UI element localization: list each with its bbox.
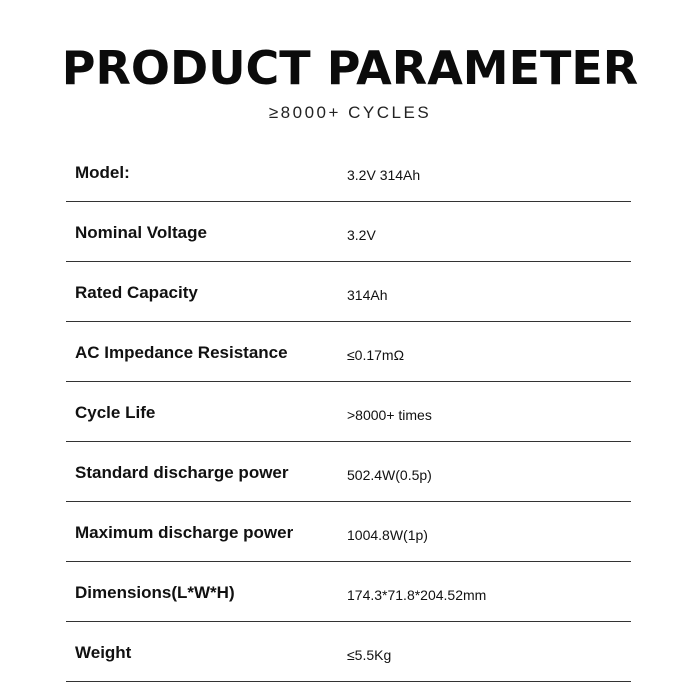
parameter-label: Standard discharge power	[75, 463, 289, 482]
parameter-label: Model:	[75, 163, 130, 182]
parameter-row-weight	[66, 622, 631, 682]
parameter-row-ac-impedance	[66, 322, 631, 382]
parameter-row-standard-discharge	[66, 442, 631, 502]
parameter-table	[66, 142, 631, 682]
parameter-row-nominal-voltage	[66, 202, 631, 262]
parameter-value: >8000+ times	[347, 407, 432, 423]
parameter-value: 3.2V	[347, 227, 376, 243]
parameter-value: ≤0.17mΩ	[347, 347, 405, 363]
page-title: PRODUCT PARAMETER	[61, 41, 639, 95]
parameter-row-cycle-life	[66, 382, 631, 442]
page-subtitle: ≥8000+ CYCLES	[268, 103, 432, 122]
parameter-row-rated-capacity	[66, 262, 631, 322]
parameter-value: 3.2V 314Ah	[347, 167, 421, 183]
parameter-label: Rated Capacity	[75, 283, 198, 302]
parameter-label: Maximum discharge power	[75, 523, 294, 542]
parameter-value: 1004.8W(1p)	[347, 527, 428, 543]
parameter-row-model	[66, 142, 631, 202]
parameter-value: 314Ah	[347, 287, 388, 303]
parameter-row-maximum-discharge	[66, 502, 631, 562]
parameter-label: Cycle Life	[75, 403, 156, 422]
parameter-label: AC Impedance Resistance	[75, 343, 288, 362]
parameter-value: 502.4W(0.5p)	[347, 467, 432, 483]
parameter-label: Dimensions(L*W*H)	[75, 583, 235, 602]
parameter-label: Nominal Voltage	[75, 223, 207, 242]
parameter-label: Weight	[75, 643, 132, 662]
parameter-value: ≤5.5Kg	[347, 647, 392, 663]
parameter-row-dimensions	[66, 562, 631, 622]
parameter-value: 174.3*71.8*204.52mm	[347, 587, 487, 603]
